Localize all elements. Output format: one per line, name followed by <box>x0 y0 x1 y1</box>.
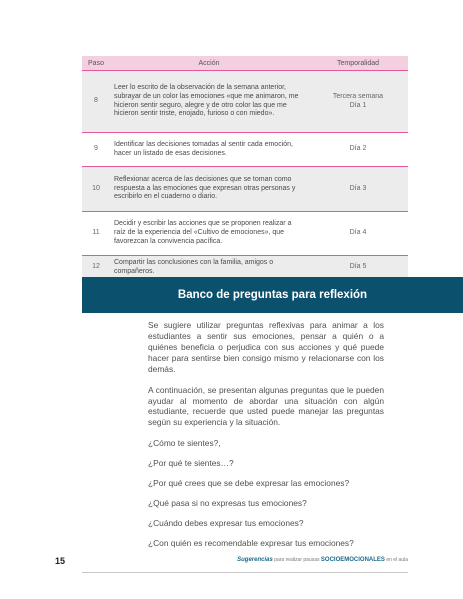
page-number: 15 <box>55 556 66 566</box>
row-temporality: Día 5 <box>308 256 408 280</box>
row-step: 9 <box>82 133 110 167</box>
table-row <box>82 212 408 256</box>
section-body <box>148 320 384 558</box>
row-temporality: Día 3 <box>308 167 408 212</box>
brand-part: Sugerencias <box>237 557 273 563</box>
row-step: 8 <box>82 71 110 133</box>
question-item: ¿Cómo te sientes?, <box>148 438 221 449</box>
footer-brand <box>237 557 408 563</box>
row-temporality: Día 4 <box>308 212 408 256</box>
steps-table-container <box>82 56 408 280</box>
temporality-line: Tercera semana <box>332 92 384 100</box>
header-action: Acción <box>110 56 308 71</box>
question-item: ¿Por qué te sientes…? <box>148 458 234 469</box>
row-temporality: Día 2 <box>308 133 408 167</box>
footer-divider <box>82 572 408 573</box>
brand-part: en el aula <box>386 557 408 563</box>
question-item: ¿Con quién es recomendable expresar tus emociones? <box>148 537 354 548</box>
temporality-line: Día 1 <box>349 101 367 109</box>
table-row <box>82 167 408 212</box>
row-action: Decidir y escribir las acciones que se proponen realizar a raíz de la experiencia del «Cultivo de emociones», que favorezcan la convivencia pacífica. <box>110 212 308 256</box>
table-row <box>82 256 408 280</box>
brand-part: SOCIOEMOCIONALES <box>320 557 385 563</box>
intro-paragraph: Se sugiere utilizar preguntas reflexivas para animar a los estudiantes a sentir sus emociones, pensar a quién o a quiénes beneficia o perjudica con sus acciones y qué puede hacer para sentirse bien consigo mismo y relacionarse con los demás. <box>148 320 384 374</box>
table-row <box>82 133 408 167</box>
table-header-row <box>82 56 408 71</box>
row-action: Reflexionar acerca de las decisiones que se toman como respuesta a las emociones que expresan otras personas y escribirlo en el cuaderno o diario. <box>110 167 308 212</box>
row-step: 12 <box>82 256 110 280</box>
intro-paragraph: A continuación, se presentan algunas preguntas que le pueden ayudar al momento de abordar una situación con algún estudiante, recuerde que usted puede manejar las preguntas según su experiencia y la situación. <box>148 384 384 428</box>
row-temporality <box>308 71 408 133</box>
row-step: 10 <box>82 167 110 212</box>
brand-part: para realizar pausas <box>274 557 320 563</box>
header-temporality: Temporalidad <box>308 56 408 71</box>
question-item: ¿Por qué crees que se debe expresar las emociones? <box>148 478 350 489</box>
question-item: ¿Cuándo debes expresar tus emociones? <box>148 517 304 528</box>
row-action: Leer lo escrito de la observación de la semana anterior, subrayar de un color las emociones «que me animaron, me hicieron sentir seguro, alegre y de otro color las que me hicieron sentir triste, enojado, furioso o con miedo». <box>110 71 308 133</box>
section-banner <box>82 277 463 313</box>
table-row <box>82 71 408 133</box>
row-action: Identificar las decisiones tomadas al sentir cada emoción, hacer un listado de esas decisiones. <box>110 133 308 167</box>
section-title: Banco de preguntas para reflexión <box>177 289 368 301</box>
row-action: Compartir las conclusiones con la familia, amigos o compañeros. <box>110 256 308 280</box>
steps-table <box>82 56 408 280</box>
question-item: ¿Qué pasa si no expresas tus emociones? <box>148 498 307 509</box>
row-step: 11 <box>82 212 110 256</box>
header-step: Paso <box>82 56 110 71</box>
